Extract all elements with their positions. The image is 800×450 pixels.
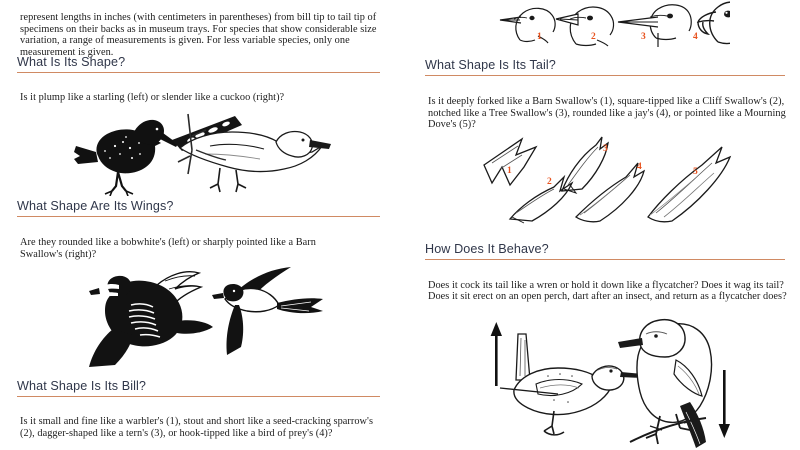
tail-pointed [648,147,730,222]
bird-of-prey-head-illustration [698,2,730,43]
paragraph-what-is-its-shape: Is it plump like a starling (left) or slender like a cuckoo (right)? [20,92,285,104]
tail-deeply-forked [484,139,536,185]
bill-number-4: 4 [693,32,698,42]
heading-label: How Does It Behave? [425,242,549,256]
bill-number-1: 1 [537,32,542,42]
bird-of-prey-eye-icon [724,11,730,18]
flycatcher-illustration [618,320,712,448]
bill-number-2: 2 [591,32,596,42]
tail-up-arrow-icon [491,322,502,386]
heading-rule [425,259,785,260]
heading-what-shape-is-its-tail [425,58,785,76]
tail-down-arrow-icon [719,370,730,438]
heading-what-shape-is-its-bill [17,379,380,397]
paragraph-what-shape-are-its-wings: Are they rounded like a bobwhite's (left) or sharply pointed like a Barn Swallow's (right)? [20,237,316,260]
intro-paragraph: represent lengths in inches (with centimeters in parentheses) from bill tip to tail tip of specimens on their backs as in museum trays. For species that show considerable size variation, a range of measurements is given. For less variable species, only one measurement is given. [20,12,377,59]
tail-number-4: 4 [637,162,642,172]
paragraph-what-shape-is-its-bill: Is it small and fine like a warbler's (1), stout and short like a seed-cracking sparrow's (2), dagger-shaped like a tern's (3), or hook-tipped like a bird of prey's (4)? [20,416,373,439]
heading-rule [17,216,380,217]
right-column [425,0,800,450]
heading-label: What Shape Is Its Tail? [425,58,556,72]
heading-what-shape-are-its-wings [17,199,380,217]
heading-rule [17,72,380,73]
bobwhite-and-barn-swallow-figure [85,255,325,370]
sparrow-eye-icon [587,16,593,21]
cuckoo-illustration [172,114,331,192]
heading-label: What Shape Is Its Bill? [17,379,146,393]
starling-illustration [74,120,178,196]
paragraph-how-does-it-behave-line1: Does it cock its tail like a wren or hold it down like a flycatcher? Does it wag its tail? [428,280,784,292]
tail-number-5: 5 [693,167,698,177]
tail-number-3: 3 [603,144,608,154]
heading-label: What Shape Are Its Wings? [17,199,174,213]
bobwhite-illustration [89,272,213,367]
paragraph-how-does-it-behave-line2: Does it sit erect on an open perch, dart after an insect, and return as a flycatcher does? [428,291,787,303]
tern-eye-icon [667,14,673,19]
bill-number-3: 3 [641,32,646,42]
tail-rounded [576,163,644,222]
heading-rule [425,75,785,76]
warbler-head-illustration [500,8,555,43]
warbler-eye-icon [529,16,534,20]
starling-and-cuckoo-figure [60,96,370,196]
tail-square-tipped [510,177,572,223]
heading-rule [17,396,380,397]
tern-head-illustration [618,5,691,47]
barn-swallow-illustration [212,267,323,355]
tail-number-2: 2 [547,177,552,187]
wren-and-flycatcher-figure [480,310,740,450]
tail-number-1: 1 [507,166,512,176]
heading-what-is-its-shape [17,55,380,73]
sparrow-head-illustration [556,7,614,46]
paragraph-what-shape-is-its-tail: Is it deeply forked like a Barn Swallow's (1), square-tipped like a Cliff Swallow's (2), notched like a Tree Swallow's (3), rounded like a jay's (4), or pointed like a Mourning Dove's (5)? [428,96,786,131]
wren-illustration [500,334,643,435]
heading-label: What Is Its Shape? [17,55,126,69]
heading-how-does-it-behave [425,242,785,260]
